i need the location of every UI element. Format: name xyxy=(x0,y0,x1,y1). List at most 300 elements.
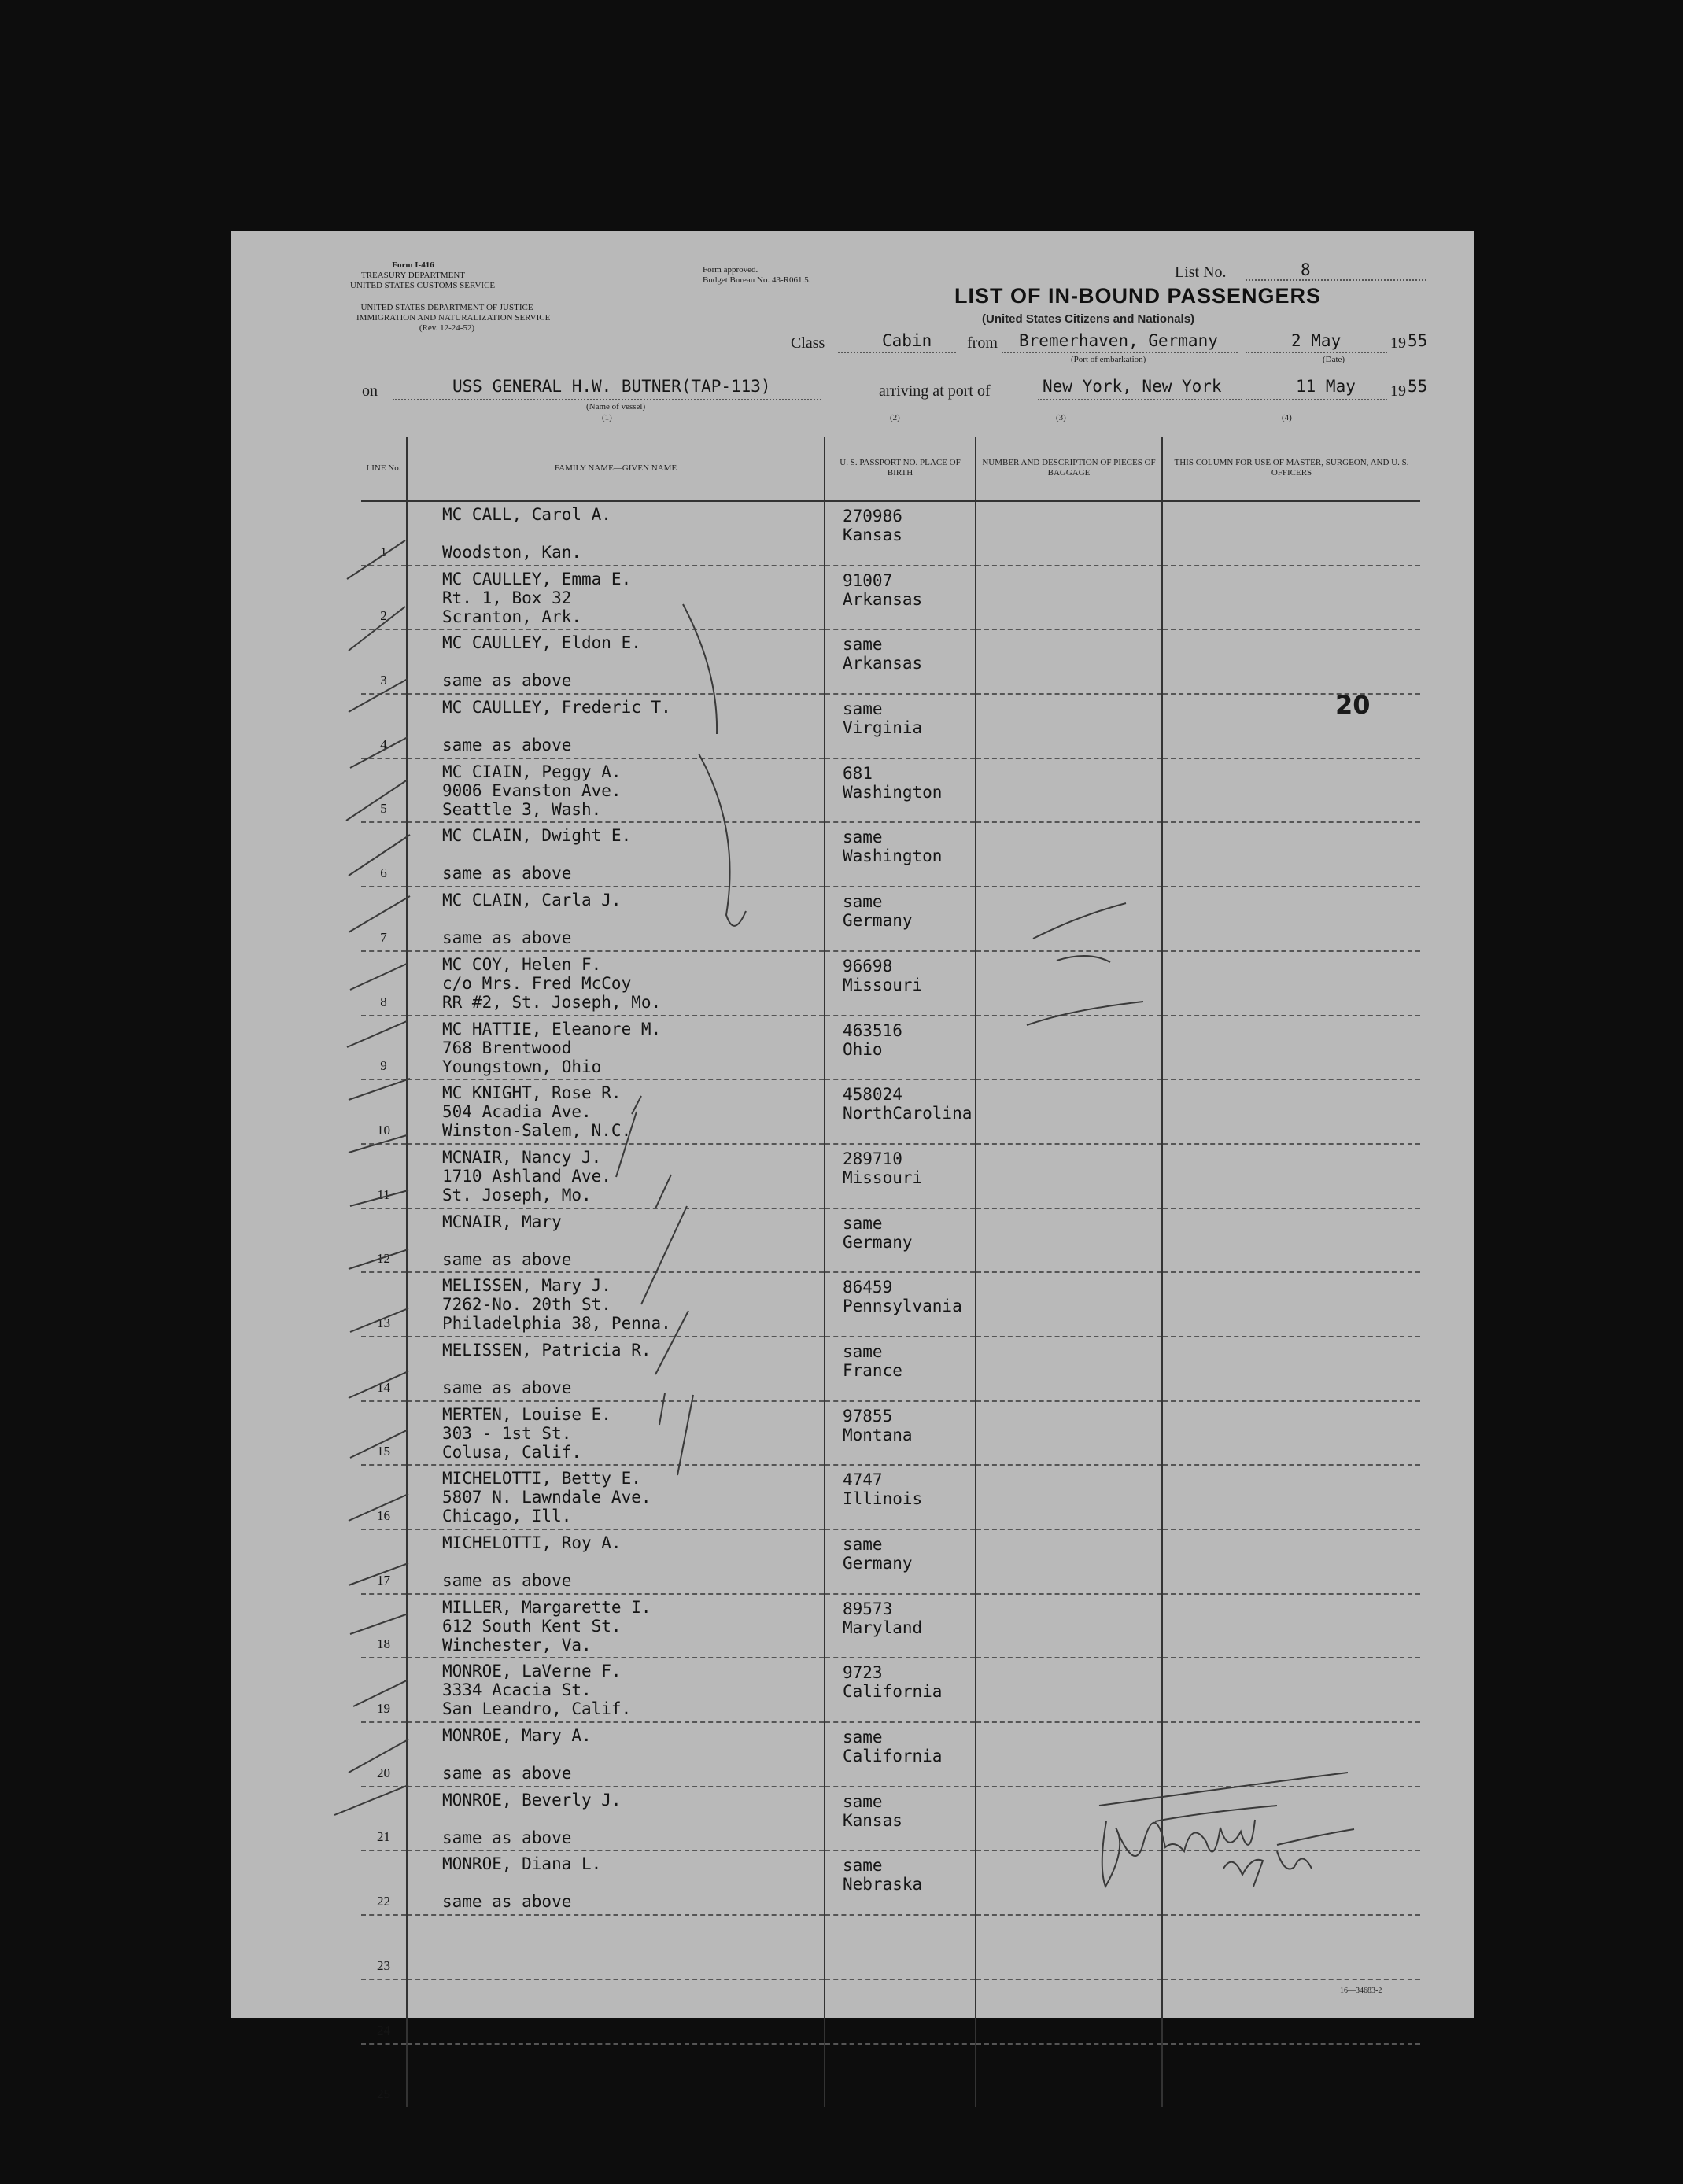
table-row xyxy=(361,1465,1420,1529)
col-ref-3: (3) xyxy=(1056,413,1066,422)
place-of-birth: Germany xyxy=(843,1554,913,1573)
passenger-name-cell xyxy=(407,1979,825,2044)
passenger-address-line: same as above xyxy=(442,1892,572,1912)
departure-year-prefix: 19 xyxy=(1390,334,1406,352)
arrival-date: 11 May xyxy=(1296,377,1356,396)
passenger-address-line xyxy=(442,909,824,928)
table-header-row xyxy=(361,437,1420,501)
justice-dept: UNITED STATES DEPARTMENT OF JUSTICE xyxy=(360,303,533,312)
passport-cell xyxy=(825,1850,976,1915)
passenger-name-cell xyxy=(407,1272,825,1337)
passport-number: same xyxy=(843,892,883,912)
line-number: 11 xyxy=(361,1144,407,1208)
place-of-birth: Pennsylvania xyxy=(843,1297,962,1316)
port-of-embarkation: Bremerhaven, Germany xyxy=(1019,331,1218,350)
passenger-name: MC CAULLEY, Emma E. xyxy=(442,569,632,588)
passport-number: 4747 xyxy=(843,1470,883,1490)
embarkation-line xyxy=(1002,352,1238,353)
passenger-address-line: St. Joseph, Mo. xyxy=(442,1185,592,1205)
table-row xyxy=(361,758,1420,823)
passport-cell xyxy=(825,1787,976,1851)
line-number: 25 xyxy=(361,2044,407,2108)
header-officers: THIS COLUMN FOR USE OF MASTER, SURGEON, AND U. S. OFFICERS xyxy=(1162,437,1420,501)
officer-use-cell xyxy=(1162,887,1420,951)
officer-use-cell xyxy=(1162,1079,1420,1144)
table-row xyxy=(361,629,1420,694)
passenger-address-line: Rt. 1, Box 32 xyxy=(442,588,572,607)
baggage-cell xyxy=(976,758,1162,823)
passport-cell xyxy=(825,1658,976,1722)
place-of-birth: Missouri xyxy=(843,1168,923,1187)
baggage-cell xyxy=(976,1979,1162,2044)
baggage-cell xyxy=(976,951,1162,1016)
passenger-name: MONROE, Mary A. xyxy=(442,1726,592,1746)
passenger-address-line xyxy=(442,2021,824,2040)
passenger-address-line xyxy=(442,1552,824,1571)
passenger-address-line: Scranton, Ark. xyxy=(442,607,582,626)
passenger-name-cell xyxy=(407,822,825,887)
col-ref-4: (4) xyxy=(1282,413,1292,422)
passenger-name: MONROE, LaVerne F. xyxy=(442,1662,622,1681)
passenger-name-cell xyxy=(407,1465,825,1529)
place-of-birth: Arkansas xyxy=(843,654,923,673)
table-row xyxy=(361,1979,1420,2044)
passport-number xyxy=(843,1920,975,1939)
passport-number: same xyxy=(843,1213,883,1233)
passport-cell xyxy=(825,822,976,887)
place-of-birth: Washington xyxy=(843,782,943,802)
passport-cell xyxy=(825,629,976,694)
table-row xyxy=(361,1850,1420,1915)
line-number: 21 xyxy=(361,1787,407,1851)
table-row xyxy=(361,887,1420,951)
passenger-address-line xyxy=(442,2086,824,2105)
line-number: 14 xyxy=(361,1337,407,1401)
line-number: 2 xyxy=(361,566,407,630)
col-ref-1: (1) xyxy=(602,413,612,422)
passenger-address-line: 1710 Ashland Ave. xyxy=(442,1166,611,1186)
table-row xyxy=(361,501,1420,566)
officer-use-cell xyxy=(1162,1337,1420,1401)
passenger-name: MCNAIR, Nancy J. xyxy=(442,1147,602,1167)
passenger-address-line xyxy=(442,1957,824,1976)
passenger-name: MC HATTIE, Eleanore M. xyxy=(442,1019,662,1039)
passenger-name-cell xyxy=(407,1337,825,1401)
line-number: 8 xyxy=(361,951,407,1016)
table-row xyxy=(361,1208,1420,1273)
table-row xyxy=(361,951,1420,1016)
passenger-name: MICHELOTTI, Betty E. xyxy=(442,1469,641,1489)
ins-service: IMMIGRATION AND NATURALIZATION SERVICE xyxy=(356,313,551,323)
passport-number: 97855 xyxy=(843,1406,893,1426)
line-number: 20 xyxy=(361,1722,407,1787)
place-of-birth xyxy=(843,1939,975,1958)
passport-number: same xyxy=(843,1535,883,1554)
table-row xyxy=(361,1594,1420,1658)
place-of-birth xyxy=(843,2004,975,2023)
passenger-address-line xyxy=(442,717,824,736)
officer-use-cell xyxy=(1162,1465,1420,1529)
passport-cell xyxy=(825,1529,976,1594)
passenger-name-cell xyxy=(407,1915,825,1979)
passenger-name-cell xyxy=(407,1208,825,1273)
passport-number: same xyxy=(843,1341,883,1361)
place-of-birth: Illinois xyxy=(843,1489,923,1509)
passport-number: 458024 xyxy=(843,1085,902,1105)
line-number: 15 xyxy=(361,1401,407,1466)
place-of-birth: NorthCarolina xyxy=(843,1104,973,1123)
passenger-address-line: 612 South Kent St. xyxy=(442,1616,622,1636)
place-of-birth: Nebraska xyxy=(843,1875,923,1894)
place-of-birth xyxy=(843,2068,975,2087)
passport-number: 270986 xyxy=(843,507,902,526)
officer-use-cell xyxy=(1162,1401,1420,1466)
baggage-cell xyxy=(976,1337,1162,1401)
table-row xyxy=(361,2044,1420,2108)
arrival-date-line xyxy=(1246,399,1387,400)
officer-use-cell xyxy=(1162,822,1420,887)
baggage-cell xyxy=(976,822,1162,887)
table-row xyxy=(361,822,1420,887)
passenger-address-line: same as above xyxy=(442,1764,572,1784)
table-row xyxy=(361,694,1420,758)
passport-number: same xyxy=(843,699,883,719)
passport-cell xyxy=(825,1594,976,1658)
baggage-cell xyxy=(976,1915,1162,1979)
class-label: Class xyxy=(791,334,825,352)
vessel-name: USS GENERAL H.W. BUTNER(TAP-113) xyxy=(452,377,771,396)
place-of-birth: Ohio xyxy=(843,1039,883,1059)
place-of-birth: Virginia xyxy=(843,718,923,738)
line-number: 24 xyxy=(361,1979,407,2044)
passport-number: same xyxy=(843,1728,883,1747)
agency-block xyxy=(350,260,496,291)
passenger-name-cell xyxy=(407,1722,825,1787)
passport-cell xyxy=(825,1401,976,1466)
baggage-cell xyxy=(976,566,1162,630)
passenger-address-line: Philadelphia 38, Penna. xyxy=(442,1314,671,1334)
passenger-name: MERTEN, Louise E. xyxy=(442,1404,611,1424)
manifest-sheet xyxy=(231,231,1474,2102)
passport-number xyxy=(843,2049,975,2068)
header-line-no: LINE No. xyxy=(361,437,407,501)
passport-cell xyxy=(825,501,976,566)
passport-cell xyxy=(825,1272,976,1337)
passport-number: 96698 xyxy=(843,956,893,976)
passenger-name xyxy=(442,1919,824,1938)
officer-use-cell xyxy=(1162,1594,1420,1658)
table-row xyxy=(361,1079,1420,1144)
passenger-address-line xyxy=(442,2067,824,2086)
officer-use-cell xyxy=(1162,694,1420,758)
place-of-birth: Washington xyxy=(843,847,943,866)
line-number: 18 xyxy=(361,1594,407,1658)
tally-mark: 20 xyxy=(1335,690,1371,720)
passenger-name xyxy=(442,1983,824,2002)
passenger-address-line xyxy=(442,2002,824,2021)
place-of-birth: Kansas xyxy=(843,526,902,544)
officer-use-cell xyxy=(1162,1144,1420,1208)
line-number: 22 xyxy=(361,1850,407,1915)
header-baggage: NUMBER AND DESCRIPTION OF PIECES OF BAGGAGE xyxy=(976,437,1162,501)
passenger-name: MONROE, Beverly J. xyxy=(442,1790,622,1810)
passenger-address-line: same as above xyxy=(442,1249,572,1269)
passenger-address-line xyxy=(442,1938,824,1957)
passport-number: 86459 xyxy=(843,1278,893,1297)
passenger-name: MC KNIGHT, Rose R. xyxy=(442,1083,622,1103)
baggage-cell xyxy=(976,501,1162,566)
class-value: Cabin xyxy=(882,331,932,350)
officer-use-cell xyxy=(1162,951,1420,1016)
line-number: 4 xyxy=(361,694,407,758)
line-number: 7 xyxy=(361,887,407,951)
baggage-cell xyxy=(976,887,1162,951)
passenger-name-cell xyxy=(407,1787,825,1851)
passenger-name-cell xyxy=(407,951,825,1016)
passport-number: 89573 xyxy=(843,1599,893,1618)
on-label: on xyxy=(362,382,378,400)
place-of-birth: California xyxy=(843,1747,943,1766)
from-label: from xyxy=(967,334,998,352)
passport-cell xyxy=(825,887,976,951)
place-of-birth: Kansas xyxy=(843,1810,902,1830)
embarkation-caption: (Port of embarkation) xyxy=(1071,355,1146,364)
table-row xyxy=(361,1722,1420,1787)
table-row xyxy=(361,1272,1420,1337)
depart-date-line xyxy=(1246,352,1387,353)
passenger-name: MC CAULLEY, Frederic T. xyxy=(442,698,671,718)
passenger-name: MC COY, Helen F. xyxy=(442,954,602,974)
passenger-address-line xyxy=(442,524,824,543)
passenger-name-cell xyxy=(407,1594,825,1658)
table-row xyxy=(361,1787,1420,1851)
passenger-address-line: 504 Acadia Ave. xyxy=(442,1102,592,1122)
passport-cell xyxy=(825,1144,976,1208)
passenger-address-line xyxy=(442,845,824,864)
header-name: FAMILY NAME—GIVEN NAME xyxy=(407,437,825,501)
line-number: 1 xyxy=(361,501,407,566)
col-ref-2: (2) xyxy=(890,413,900,422)
passenger-address-line: same as above xyxy=(442,928,572,948)
passenger-name: MC CLAIN, Carla J. xyxy=(442,891,622,910)
baggage-cell xyxy=(976,1594,1162,1658)
baggage-cell xyxy=(976,629,1162,694)
arrival-year: 55 xyxy=(1408,377,1428,396)
list-no-label: List No. xyxy=(1175,264,1227,281)
table-row xyxy=(361,1016,1420,1080)
baggage-cell xyxy=(976,1401,1162,1466)
table-row xyxy=(361,1401,1420,1466)
passport-cell xyxy=(825,566,976,630)
baggage-cell xyxy=(976,1272,1162,1337)
passenger-name-cell xyxy=(407,1016,825,1080)
passenger-address-line: Chicago, Ill. xyxy=(442,1507,572,1526)
arrival-port: New York, New York xyxy=(1043,377,1222,396)
baggage-cell xyxy=(976,1787,1162,1851)
passenger-address-line: Winston-Salem, N.C. xyxy=(442,1121,632,1141)
passenger-address-line xyxy=(442,1745,824,1764)
baggage-cell xyxy=(976,2044,1162,2108)
table-row xyxy=(361,1658,1420,1722)
passenger-name-cell xyxy=(407,501,825,566)
passport-number: 289710 xyxy=(843,1149,902,1168)
table-row xyxy=(361,1529,1420,1594)
baggage-cell xyxy=(976,1079,1162,1144)
form-number: Form I-416 xyxy=(392,260,434,270)
passenger-name: MC CIAIN, Peggy A. xyxy=(442,762,622,781)
arriving-label: arriving at port of xyxy=(879,382,991,400)
budget-bureau: Budget Bureau No. 43-R061.5. xyxy=(703,275,811,285)
passenger-name: MILLER, Margarette I. xyxy=(442,1597,651,1617)
line-number: 3 xyxy=(361,629,407,694)
vessel-caption: (Name of vessel) xyxy=(586,402,646,411)
line-number: 23 xyxy=(361,1915,407,1979)
passenger-address-line: Winchester, Va. xyxy=(442,1635,592,1655)
list-no-line xyxy=(1246,279,1426,281)
list-no-value: 8 xyxy=(1301,260,1311,279)
place-of-birth: Arkansas xyxy=(843,589,923,609)
passenger-name: MC CAULLEY, Eldon E. xyxy=(442,633,641,653)
table-row xyxy=(361,1144,1420,1208)
line-number: 9 xyxy=(361,1016,407,1080)
form-revision: (Rev. 12-24-52) xyxy=(419,323,475,333)
passenger-address-line: same as above xyxy=(442,671,572,691)
officer-use-cell xyxy=(1162,2044,1420,2108)
passenger-name: MICHELOTTI, Roy A. xyxy=(442,1533,622,1552)
passport-number: 463516 xyxy=(843,1020,902,1040)
passenger-address-line: c/o Mrs. Fred McCoy xyxy=(442,973,632,993)
passport-number: 681 xyxy=(843,763,873,783)
passenger-name-cell xyxy=(407,1850,825,1915)
table-row xyxy=(361,1337,1420,1401)
passenger-address-line: same as above xyxy=(442,1828,572,1847)
officer-use-cell xyxy=(1162,758,1420,823)
passport-cell xyxy=(825,2044,976,2108)
passport-cell xyxy=(825,1915,976,1979)
line-number: 5 xyxy=(361,758,407,823)
passenger-address-line: Seattle 3, Wash. xyxy=(442,799,602,819)
line-number: 6 xyxy=(361,822,407,887)
line-number: 12 xyxy=(361,1208,407,1273)
place-of-birth: France xyxy=(843,1360,902,1380)
table-row xyxy=(361,566,1420,630)
document-subtitle: (United States Citizens and Nationals) xyxy=(982,312,1195,326)
place-of-birth: Montana xyxy=(843,1425,913,1444)
place-of-birth: California xyxy=(843,1682,943,1702)
passport-number: 9723 xyxy=(843,1663,883,1683)
place-of-birth: Germany xyxy=(843,1232,913,1252)
passport-number: same xyxy=(843,1791,883,1811)
passenger-name-cell xyxy=(407,758,825,823)
passenger-address-line xyxy=(442,652,824,671)
baggage-cell xyxy=(976,1208,1162,1273)
place-of-birth: Missouri xyxy=(843,975,923,994)
line-number: 19 xyxy=(361,1658,407,1722)
passenger-address-line: Youngstown, Ohio xyxy=(442,1057,602,1076)
passport-cell xyxy=(825,1722,976,1787)
passenger-address-line: 303 - 1st St. xyxy=(442,1423,572,1443)
passenger-name-cell xyxy=(407,2044,825,2108)
departure-date: 2 May xyxy=(1291,331,1342,350)
treasury-dept: TREASURY DEPARTMENT xyxy=(360,271,466,280)
passenger-name-cell xyxy=(407,566,825,630)
document-title: LIST OF IN-BOUND PASSENGERS xyxy=(954,284,1322,308)
officer-use-cell xyxy=(1162,1915,1420,1979)
form-code: 16—34683-2 xyxy=(1340,1987,1382,1995)
passport-cell xyxy=(825,951,976,1016)
justice-block xyxy=(356,303,551,334)
officer-use-cell xyxy=(1162,1208,1420,1273)
passport-cell xyxy=(825,1208,976,1273)
passport-number: same xyxy=(843,1856,883,1876)
baggage-cell xyxy=(976,1850,1162,1915)
table-row xyxy=(361,1915,1420,1979)
passport-cell xyxy=(825,1337,976,1401)
line-number: 17 xyxy=(361,1529,407,1594)
form-approval xyxy=(703,265,810,286)
passenger-name: MONROE, Diana L. xyxy=(442,1854,602,1874)
officer-use-cell xyxy=(1162,1850,1420,1915)
passport-cell xyxy=(825,1465,976,1529)
passenger-address-line xyxy=(442,1810,824,1828)
passenger-address-line: same as above xyxy=(442,1378,572,1397)
passenger-address-line: 768 Brentwood xyxy=(442,1038,572,1057)
passenger-address-line xyxy=(442,1359,824,1378)
passenger-name-cell xyxy=(407,1401,825,1466)
passenger-address-line: 5807 N. Lawndale Ave. xyxy=(442,1488,651,1507)
passenger-address-line: 3334 Acacia St. xyxy=(442,1680,592,1700)
passenger-address-line xyxy=(442,1231,824,1250)
form-approved-text: Form approved. xyxy=(703,265,758,275)
officer-use-cell xyxy=(1162,629,1420,694)
passport-number: same xyxy=(843,635,883,655)
place-of-birth: Maryland xyxy=(843,1618,923,1637)
passenger-address-line: Woodston, Kan. xyxy=(442,543,582,562)
passenger-name-cell xyxy=(407,1079,825,1144)
line-number: 13 xyxy=(361,1272,407,1337)
place-of-birth: Germany xyxy=(843,911,913,931)
passenger-address-line: same as above xyxy=(442,864,572,884)
passenger-name-cell xyxy=(407,694,825,758)
passenger-name-cell xyxy=(407,887,825,951)
passenger-name xyxy=(442,2048,824,2067)
passport-cell xyxy=(825,1016,976,1080)
passenger-address-line xyxy=(442,1873,824,1892)
passport-cell xyxy=(825,1979,976,2044)
passenger-name: MELISSEN, Mary J. xyxy=(442,1276,611,1296)
officer-use-cell xyxy=(1162,1529,1420,1594)
passenger-address-line: RR #2, St. Joseph, Mo. xyxy=(442,992,662,1012)
vessel-line xyxy=(393,399,821,400)
class-line xyxy=(838,352,956,353)
passenger-address-line: San Leandro, Calif. xyxy=(442,1699,632,1719)
arrival-year-prefix: 19 xyxy=(1390,382,1406,400)
baggage-cell xyxy=(976,1016,1162,1080)
officer-use-cell xyxy=(1162,1658,1420,1722)
line-number: 16 xyxy=(361,1465,407,1529)
date-caption: (Date) xyxy=(1323,355,1345,364)
officer-use-cell xyxy=(1162,501,1420,566)
passenger-address-line: Colusa, Calif. xyxy=(442,1442,582,1462)
departure-year: 55 xyxy=(1408,331,1428,350)
passenger-address-line: 9006 Evanston Ave. xyxy=(442,780,622,800)
passenger-table xyxy=(361,437,1420,2107)
baggage-cell xyxy=(976,1144,1162,1208)
line-number: 10 xyxy=(361,1079,407,1144)
passport-number: 91007 xyxy=(843,570,893,590)
passenger-name-cell xyxy=(407,629,825,694)
arrival-port-line xyxy=(1038,399,1242,400)
